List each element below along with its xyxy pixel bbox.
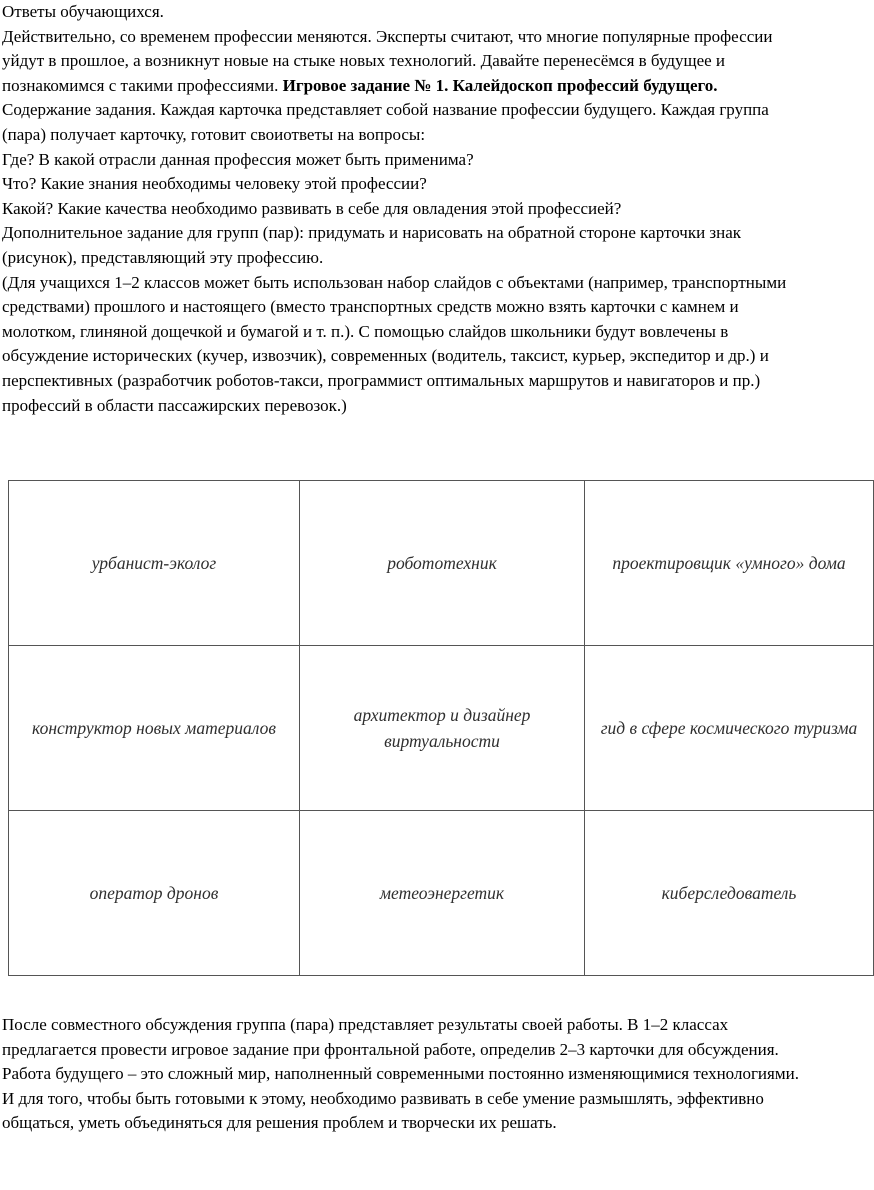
cards-row [9,811,874,976]
profession-card: робототехник [300,481,585,646]
extra-task: Дополнительное задание для групп (пар): придумать и нарисовать на обратной стороне карточки знак (рисунок), представляющий эту профессию. [2,223,742,267]
task-content: Содержание задания. Каждая карточка представляет собой название профессии будущего. Каждая группа (пара) получает карточку, готовит своиответы на вопросы: [2,100,769,144]
question-which: Какой? Какие качества необходимо развивать в себе для овладения этой профессией? [2,198,622,218]
profession-card: конструктор новых материалов [9,646,300,811]
question-where: Где? В какой отрасли данная профессия может быть применима? [2,149,474,169]
profession-card: архитектор и дизайнер виртуальности [300,646,585,811]
profession-card: оператор дронов [9,811,300,976]
cards-row [9,646,874,811]
note-paragraph: (Для учащихся 1–2 классов может быть использован набор слайдов с объектами (например, транспортными средствами) прошлого и настоящего (вместо транспортных средств можно взять карточки с камнем и молотком, глиняной дощечкой и бумагой и т. п.). С помощью слайдов школьники будут вовлечены в обсуждение исторических (кучер, извозчик), современных (водитель, таксист, курьер, экспедитор и др.) и перспективных (разработчик роботов-такси, программист оптимальных маршрутов и навигаторов и пр.) профессий в области пассажирских перевозок.) [2,272,787,415]
question-what: Что? Какие знания необходимы человеку этой профессии? [2,174,427,194]
intro-section [2,0,814,418]
outro-section [2,1013,814,1136]
outro-paragraph-future-work: Работа будущего – это сложный мир, наполненный современными постоянно изменяющимися технологиями. И для того, чтобы быть готовыми к этому, необходимо развивать в себе умение размышлять, эффективно общаться, уметь объединяться для решения проблем и творчески их решать. [2,1064,799,1133]
profession-card: метеоэнергетик [300,811,585,976]
profession-card: проектировщик «умного» дома [585,481,874,646]
profession-card: урбанист-эколог [9,481,300,646]
intro-paragraph-text: Действительно, со временем профессии меняются. Эксперты считают, что многие популярные профессии уйдут в прошлое, а возникнут новые на стыке новых технологий. Давайте перенесёмся в будущее и познакомимся с такими профессиями. [2,26,773,95]
outro-paragraph-results: После совместного обсуждения группа (пара) представляет результаты своей работы. В 1–2 классах предлагается провести игровое задание при фронтальной работе, определив 2–3 карточки для обсуждения. [2,1015,779,1059]
cards-row [9,481,874,646]
intro-heading: Ответы обучающихся. [2,2,164,21]
profession-card: гид в сфере космического туризма [585,646,874,811]
intro-paragraph [2,25,814,99]
profession-card: киберследователь [585,811,874,976]
game-task-title: Игровое задание № 1. Калейдоскоп профессий будущего. [282,75,718,95]
profession-cards-table [8,480,874,976]
